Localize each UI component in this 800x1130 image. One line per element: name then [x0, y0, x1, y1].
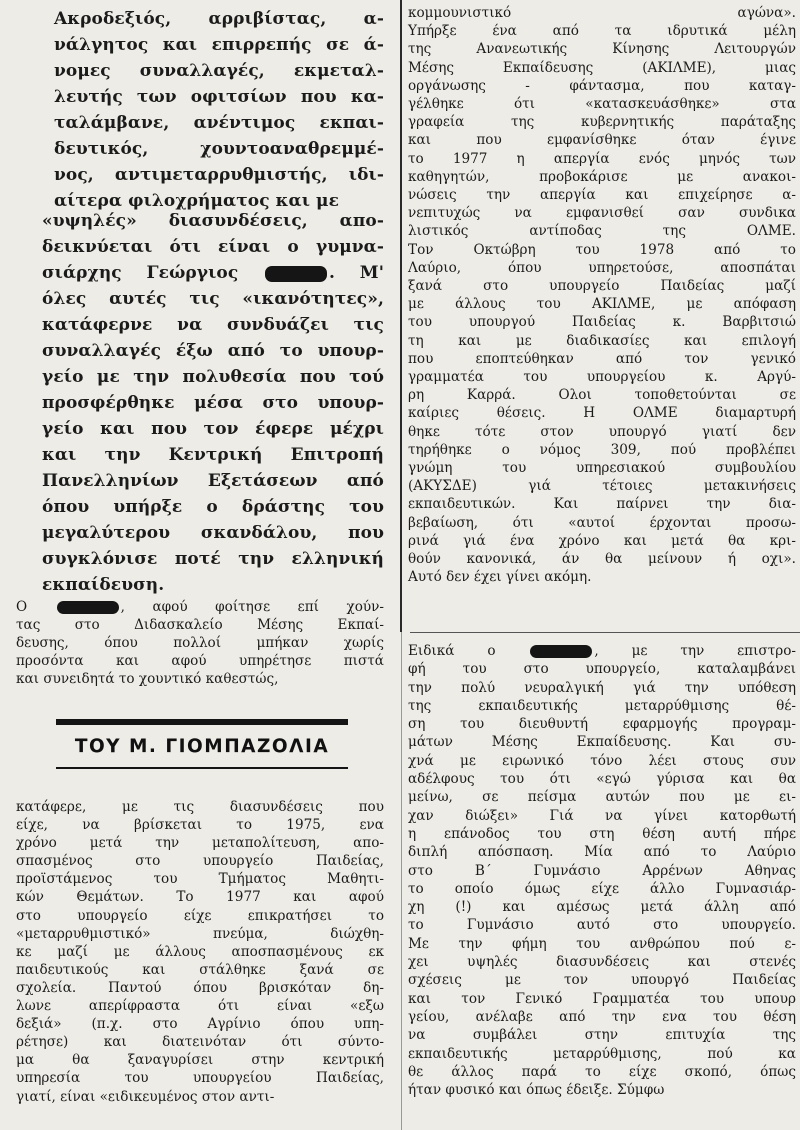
text-line: όπου υπήρξε ο δράστης του [42, 497, 384, 517]
text-line: να συμβάλει στην επιτυχία της [408, 1027, 796, 1044]
text-line: κομμουνιστικό αγώνα». [408, 5, 796, 21]
text-line: αίτερα φιλοχρήματος και με [54, 191, 340, 211]
text-line: χρόνο μετά την μεταπολίτευση, απο- [16, 835, 384, 852]
text-line: δευσης, όπου πολλοί μπήκαν χωρίς [16, 635, 384, 652]
right-bottom-section [408, 642, 796, 1099]
text-line: Λαύριο, όπου υπηρετούσε, αποσπάται [408, 259, 796, 276]
text-line: του υπουργού Παιδείας κ. Βαρβιτσιώ [408, 314, 796, 331]
text-line: γείου, ανέλαβε από την ενα του θέση [408, 1008, 796, 1025]
text-line: εκπαιδευτικών. Και παίρνει την δια- [408, 496, 796, 513]
text-line: το 1977 η απεργία ενός μηνός των [408, 150, 796, 167]
right-column [408, 0, 796, 1130]
text-line: νομες συναλλαγές, εκμεταλ- [54, 61, 384, 81]
text-line: σιάρχης Γεώργιος . Μ' [42, 263, 384, 283]
text-line: το οποίο όμως είχε άλλο Γυμνασιάρ- [408, 880, 796, 897]
text-line: λιστικός αντίποδας της ΟΛΜΕ. [408, 223, 796, 240]
text-line: τηρήθηκε ο νόμος 309, πού προβλέπει [408, 441, 796, 458]
text-line: λωνε απερίφραστα ότι είναι «εξω [16, 998, 384, 1015]
text-line: κατάφερνε να συνδυάζει τις [42, 315, 384, 335]
text-line: ρη Καρρά. Ολοι τοποθετούνται σε [408, 387, 796, 404]
text-line: Υπήρξε ένα από τα ιδρυτικά μέλη [408, 23, 796, 40]
text-line: νάλγητος και επιρρεπής σε ά- [54, 35, 384, 55]
text-line: ταλάμβανε, ανέντιμος εκπαι- [54, 113, 384, 133]
text-line: ρέτησε) και διατεινόταν ότι σύντο- [16, 1034, 384, 1051]
redaction-mark [57, 601, 119, 614]
body-paragraph [16, 798, 384, 1106]
intro-paragraph [16, 598, 384, 688]
text-line: τας στο Διδασκαλείο Μέσης Εκπαί- [16, 617, 384, 634]
text-line: που εποπτεύθηκαν από τον γενικό [408, 350, 796, 367]
lead-paragraph-lines [54, 6, 384, 214]
text-line: προσφέρθηκε μέσα στο υπουρ- [42, 393, 384, 413]
text-line: και συνειδητά το χουντικό καθεστώς, [16, 671, 279, 688]
text-line: γείο με την πολυθεσία που τού [42, 367, 384, 387]
text-line: προσόντα και αφού υπηρέτησε πιστά [16, 653, 384, 670]
lead-paragraph [54, 6, 384, 214]
text-line: κών Θεμάτων. Το 1977 και αφού [16, 889, 384, 906]
byline-heading: ΤΟΥ Μ. ΓΙΟΜΠΑΖΟΛΙΑ [56, 719, 348, 769]
text-line: σχολεία. Παντού όπου βρισκόταν δη- [16, 979, 384, 996]
text-line: εκπαίδευση. [42, 575, 165, 595]
lead-paragraph-2 [42, 208, 384, 598]
text-line: Πανελληνίων Εξετάσεων από [42, 471, 384, 491]
text-line: φή του στο υπουργείο, καταλαμβάνει [408, 661, 796, 678]
text-line: μεγαλύτερου σκανδάλου, που [42, 523, 384, 543]
text-line: γιατί, είναι «ειδικευμένος στον αντι- [16, 1088, 275, 1105]
text-line: με άλλους του ΑΚΙΛΜΕ, με απόφαση [408, 296, 796, 313]
text-line: τη και με διαδικασίες και επιλογή [408, 332, 796, 349]
text-line: χει υψηλές διασυνδέσεις και στενές [408, 954, 796, 971]
text-line: δεικνύεται ότι είναι ο γυμνα- [42, 237, 384, 257]
text-line: χη (!) και αμέσως μετά άλλη από [408, 899, 796, 916]
text-line: και την Κεντρική Επιτροπή [42, 445, 384, 465]
text-line: και που εμφανίσθηκε όταν έγινε [408, 132, 796, 149]
text-line: Ειδικά ο , με την επιστρο- [408, 643, 796, 659]
text-line: γραφεία της κυβερνητικής παράταξης [408, 114, 796, 131]
text-line: γνώμη του υπηρεσιακού συμβουλίου [408, 460, 796, 477]
text-line: αδέλφους του ότι «εγώ γύρισα και θα [408, 771, 796, 788]
text-line: κε μαζί με άλλους αποσπασμένους εκ [16, 943, 384, 960]
text-line: χνά με ειρωνικό τόνο λέει στους συν [408, 752, 796, 769]
text-line: λευτής των οφιτσίων που κα- [54, 87, 384, 107]
text-line: εκπαιδευτικής μεταρρύθμισης, πού κα [408, 1045, 796, 1062]
intro-paragraph-lines [16, 598, 384, 688]
text-line: μείνω, σε πείσμα αυτών που με ει- [408, 789, 796, 806]
text-line: ρινά γιά ένα χρόνο και μετά θα κρι- [408, 532, 796, 549]
text-line: νώσεις την απεργία και επιχείρησε α- [408, 187, 796, 204]
text-line: η επάνοδος του στη θέση αυτή πήρε [408, 825, 796, 842]
text-line: συναλλαγές έξω από το υπουρ- [42, 341, 384, 361]
body-paragraph-lines [16, 798, 384, 1106]
text-line: κατάφερε, με τις διασυνδέσεις που [16, 799, 384, 815]
text-line: χαν διώξει» Γιά να γίνει κατορθωτή [408, 807, 796, 824]
text-line: καίριες θέσεις. Η ΟΛΜΕ διαμαρτυρή [408, 405, 796, 422]
text-line: μα θα ξαναγυρίσει στην κεντρική [16, 1052, 384, 1069]
text-line: μάτων Μέσης Εκπαίδευσης. Και συ- [408, 734, 796, 751]
text-line: βεβαίωση, ότι «αυτοί έρχονται προσω- [408, 514, 796, 531]
right-top-section [408, 4, 796, 587]
text-line: την πολύ νευραλγική γιά την υπόθεση [408, 679, 796, 696]
text-line: σπασμένος στο υπουργείο Παιδείας, [16, 853, 384, 870]
text-line: και τον Γενικό Γραμματέα του υπουρ [408, 990, 796, 1007]
text-line: θηκε τότε στον υπουργό γιατί δεν [408, 423, 796, 440]
text-line: σχέσεις με τον υπουργό Παιδείας [408, 972, 796, 989]
text-line: είχε, να βρίσκεται το 1975, ενα [16, 817, 384, 834]
text-line: υπηρεσία του υπουργείου Παιδείας, [16, 1070, 384, 1087]
text-line: της Ανανεωτικής Κίνησης Λειτουργών [408, 41, 796, 58]
text-line: θούν κανονικά, άν θα μείνουν ή οχι». [408, 551, 796, 568]
redaction-mark [530, 645, 592, 658]
text-line: Μέσης Εκπαίδευσης (ΑΚΙΛΜΕ), μιας [408, 59, 796, 76]
left-column [16, 0, 385, 1130]
text-line: οργάνωσης - φάντασμα, που καταγ- [408, 77, 796, 94]
text-line: Αυτό δεν έχει γίνει ακόμη. [408, 569, 592, 586]
text-line: ξανά στο υπουργείο Παιδείας μαζί [408, 278, 796, 295]
text-line: στο Β΄ Γυμνάσιο Αρρένων Αθηνας [408, 862, 796, 879]
text-line: «μεταρρυθμιστικό» πνεύμα, διώχθη- [16, 925, 384, 942]
text-line: όλες αυτές τις «ικανότητες», [42, 289, 384, 309]
text-line: προϊστάμενος του Τμήματος Μαθητι- [16, 871, 384, 888]
text-line: στο υπουργείο είχε επικρατήσει το [16, 907, 384, 924]
text-line: γέλθηκε ότι «κατασκευάσθηκε» στα [408, 96, 796, 113]
redaction-mark [265, 266, 327, 282]
text-line: ήταν φυσικό και όπως έδειξε. Σύμφω [408, 1082, 665, 1099]
text-line: συγκλόνισε ποτέ την ελληνική [42, 549, 384, 569]
lead-paragraph-2-lines [42, 208, 384, 598]
text-line: καθηγητών, προβοκάρισε με ανακοι- [408, 168, 796, 185]
column-divider-lower [401, 632, 402, 1130]
column-divider [400, 0, 402, 632]
text-line: γείο και που τον έφερε μέχρι [42, 419, 384, 439]
text-line: Τον Οκτώβρη του 1978 από το [408, 241, 796, 258]
right-bottom-lines [408, 642, 796, 1099]
text-line: νεπιτυχώς να εμφανισθεί σαν συνδικα [408, 205, 796, 222]
text-line: Με την φήμη του ανθρώπου πού ε- [408, 935, 796, 952]
text-line: το Γυμνάσιο αυτό στο υπουργείο. [408, 917, 796, 934]
text-line: νος, αντιμεταρρυθμιστής, ιδι- [54, 165, 384, 185]
text-line: διπλή απόσπαση. Μία από το Λαύριο [408, 844, 796, 861]
text-line: δευτικός, χουντοαναθρεμμέ- [54, 139, 384, 159]
text-line: ση του διευθυντή εφαρμογής προγραμ- [408, 716, 796, 733]
text-line: Ακροδεξιός, αρριβίστας, α- [54, 9, 384, 29]
text-line: «υψηλές» διασυνδέσεις, απο- [42, 211, 384, 231]
text-line: (ΑΚΥΣΔΕ) γιά τέτοιες μετακινήσεις [408, 478, 796, 495]
right-top-lines [408, 4, 796, 587]
text-line: της εκπαιδευτικής μεταρρύθμισης θέ- [408, 697, 796, 714]
text-line: γραμματέα του υπουργείου κ. Αργύ- [408, 369, 796, 386]
text-line: δεξιά» (π.χ. στο Αγρίνιο όπου υπη- [16, 1016, 384, 1033]
text-line: παιδευτικούς και στάλθηκε ξανά σε [16, 961, 384, 978]
text-line: Ο , αφού φοίτησε επί χούν- [16, 599, 385, 615]
text-line: θε άλλος παρά το είχε σκοπό, όπως [408, 1063, 796, 1080]
